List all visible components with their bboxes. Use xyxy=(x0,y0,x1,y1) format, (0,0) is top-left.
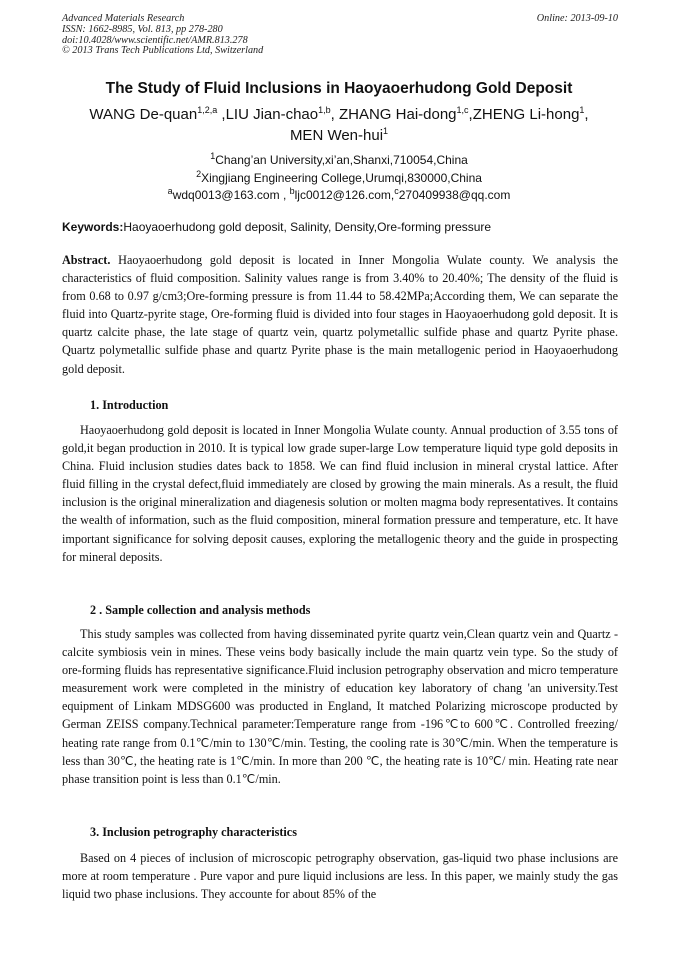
affiliation-line xyxy=(40,152,638,170)
affiliation-mark: 1 xyxy=(210,151,216,161)
doi-line: doi:10.4028/www.scientific.net/AMR.813.278 xyxy=(62,34,248,46)
section-heading: 1. Introduction xyxy=(90,398,169,412)
section-body: This study samples was collected from having disseminated pyrite quartz vein,Clean quartz vein and Quartz -calcite symbiosis vein in mines. These veins body basically include the main quartz vein type. So the study of ore-forming fluids has representative significance.Fluid inclusion petrography observation and micro temperature measurement work were completed in the ministry of education key laboratory of chang 'an university.Test equipment of Linkam MDSG600 was producted in England, It matched Polarizing microscope producted by German ZEISS company.Technical parameter:Temperature range from -196℃to 600℃. Controlled freezing/ heating rate range from 0.1℃/min to 130℃/min. Testing, the cooling rate is 30℃/min. When the temperature is less than 30℃, the heating rate is 1℃/min. In more than 200 ℃, the heating rate is 10℃/ min. Heating rate near phase transition point is less than 0.1℃/min. xyxy=(62,627,618,786)
abstract-text: Haoyaoerhudong gold deposit is located in Inner Mongolia Wulate county. We analysis the characteristics of fluid composition. Salinity values range is from 3.40% to 20.40%; The density of the fluid is from 0.68 to 0.97 g/cm3;Ore-forming pressure is from 11.44 to 58.42MPa;According them, We can separate the fluid into Quartz-pyrite stage, Ore-forming fluid is divided into four stages in Haoyaoerhudong gold deposit. It is quartz calcite phase, the late stage of quartz vein, quartz polymetallic sulfide phase and quartz Pyrite phase. Quartz polymetallic sulfide phase and quartz Pyrite phase is the main metallogenic period in Haoyaoerhudong gold deposit. xyxy=(62,253,618,376)
author-affiliation-mark: 1,b xyxy=(318,105,331,115)
issn-line: ISSN: 1662-8985, Vol. 813, pp 278-280 xyxy=(62,23,223,35)
paper-title: The Study of Fluid Inclusions in Haoyaoerhudong Gold Deposit xyxy=(105,80,573,97)
section-heading: 3. Inclusion petrography characteristics xyxy=(90,825,297,839)
affiliation-text: Chang’an University,xi’an,Shanxi,710054,China xyxy=(215,153,468,167)
author-list xyxy=(40,104,638,146)
author-name: MEN Wen-hui xyxy=(289,127,384,144)
author-name: ,ZHENG Li-hong xyxy=(468,106,580,123)
affiliation-mark: 2 xyxy=(196,168,202,179)
copyright-line: © 2013 Trans Tech Publications Ltd, Switzerland xyxy=(62,45,264,57)
author-affiliation-mark: 1,2,a xyxy=(197,105,218,115)
email-address: ljc0012@126.com, xyxy=(294,188,395,202)
affiliations xyxy=(40,152,638,205)
author-name: WANG De-quan xyxy=(89,106,198,123)
section-heading: 2 . Sample collection and analysis methods xyxy=(90,603,311,617)
abstract xyxy=(62,251,618,378)
email-mark: c xyxy=(394,186,399,196)
author-affiliation-mark: 1,c xyxy=(456,105,469,115)
affiliation-text: Xingjiang Engineering College,Urumqi,830000,China xyxy=(201,170,482,185)
email-mark: a xyxy=(167,186,173,196)
affiliation-line xyxy=(40,170,638,188)
keywords-label: Keywords: xyxy=(62,220,124,234)
author-affiliation-mark: 1 xyxy=(383,126,389,136)
author-name: ,LIU Jian-chao xyxy=(217,106,319,123)
abstract-label: Abstract. xyxy=(62,253,111,267)
email-mark: b xyxy=(289,186,295,196)
email-line xyxy=(40,187,638,205)
email-address: 270409938@qq.com xyxy=(398,188,511,202)
author-name: , ZHANG Hai-dong xyxy=(330,106,457,123)
journal-name: Advanced Materials Research xyxy=(62,13,185,24)
online-date: Online: 2013-09-10 xyxy=(536,13,618,24)
section-body: Based on 4 pieces of inclusion of microscopic petrography observation, gas-liquid two phase inclusions are more at room temperature . Pure vapor and pure liquid inclusions are less. In this paper, we mainly study the gas liquid two phase inclusions. They accounte for about 85% of the xyxy=(62,851,618,902)
email-address: wdq0013@163.com , xyxy=(172,188,287,202)
author-affiliation-mark: 1 xyxy=(579,105,585,115)
author-separator: , xyxy=(584,106,589,123)
keywords xyxy=(62,220,618,234)
keywords-text: Haoyaoerhudong gold deposit, Salinity, Density,Ore-forming pressure xyxy=(123,220,492,234)
journal-header xyxy=(62,14,618,57)
section-body: Haoyaoerhudong gold deposit is located in Inner Mongolia Wulate county. Annual production of 3.55 tons of gold,it began production in 2010. It is typical low grade super-large Low temperature liquid type gold deposits in China. Fluid inclusion studies dates back to 1858. We can find fluid inclusion in mineral crystal lattice. After fluid filling in the crystal defect,fluid immediately are closed by growing the main minerals. As a result, the fluid inclusion is the original mineralization and diagenesis solution or molten magma body representatives. It contains the wealth of information, such as the fluid composition, mineral formation pressure and temperature, etc. It have important significance for solving deposit causes, exploring the metallogenic theory and the guide in prospecting for mineral deposits. xyxy=(62,423,618,564)
